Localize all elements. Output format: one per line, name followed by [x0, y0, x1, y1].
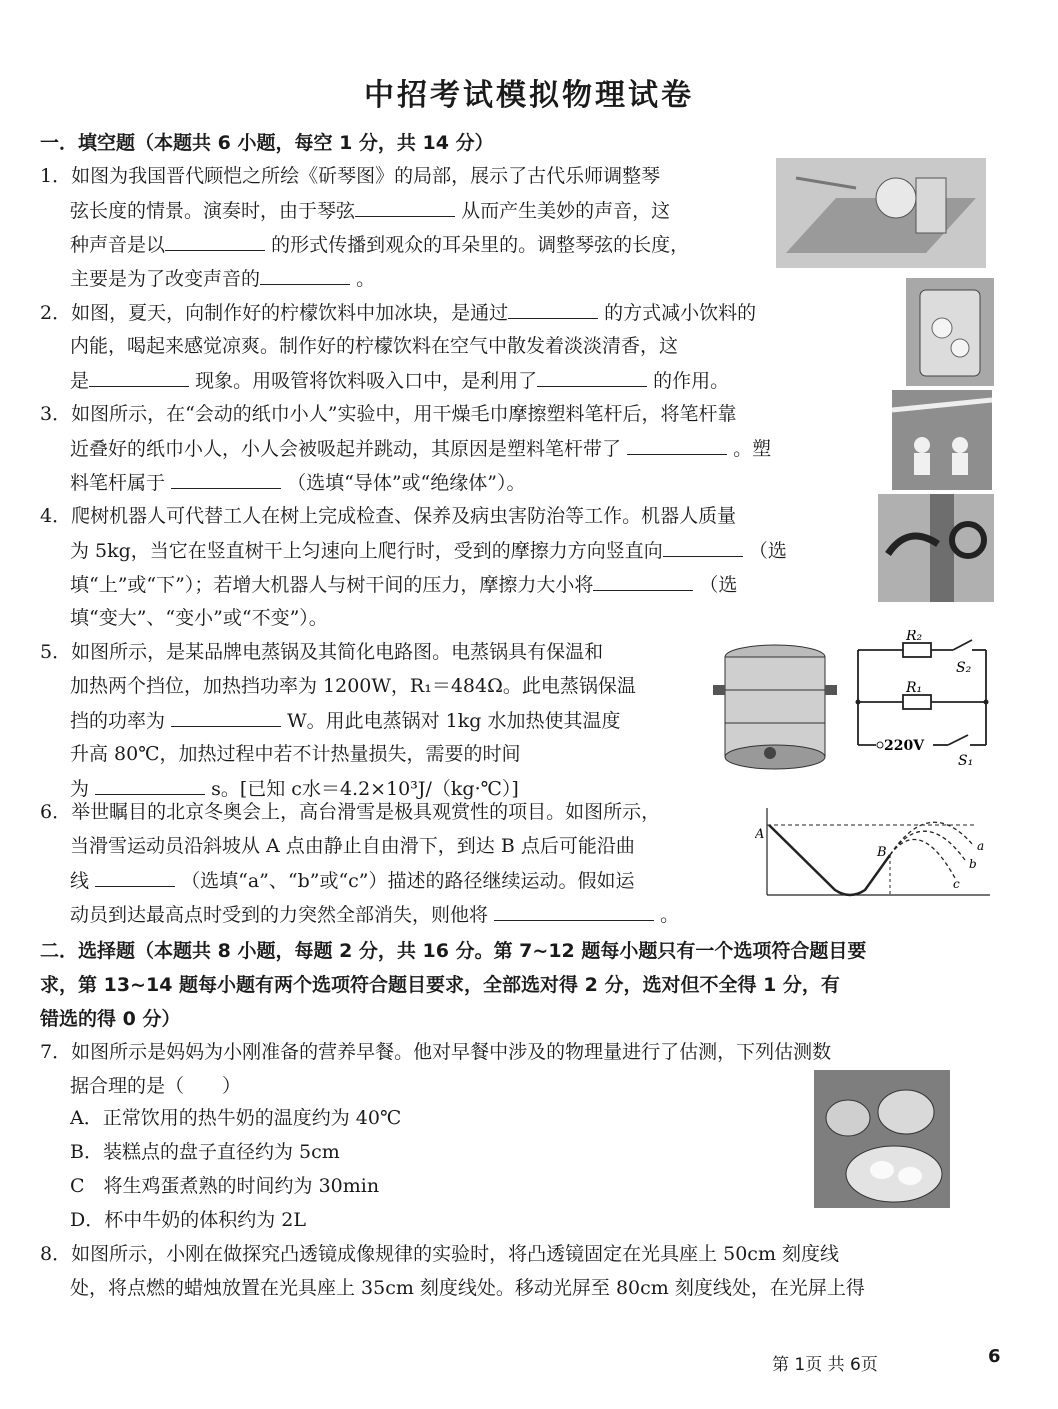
q3-line-3: 料笔杆属于 （选填“导体”或“绝缘体”）。 — [70, 472, 526, 494]
q5-line-3: 挡的功率为 W。用此电蒸锅对 1kg 水加热使其温度 — [70, 710, 621, 732]
q3-line-2: 近叠好的纸巾小人，小人会被吸起并跳动，其原因是塑料笔杆带了 。塑 — [70, 438, 772, 460]
q6-line-1: 6．举世瞩目的北京冬奥会上，高台滑雪是极具观赏性的项目。如图所示， — [40, 801, 661, 823]
answer-blank[interactable] — [593, 572, 693, 591]
corner-mark: 6 — [988, 1346, 1001, 1367]
q1-line-1: 1．如图为我国晋代顾恺之所绘《斫琴图》的局部，展示了古代乐师调整琴 — [40, 165, 661, 187]
q5-line-1: 5．如图所示，是某品牌电蒸锅及其简化电路图。电蒸锅具有保温和 — [40, 641, 604, 663]
q1-line-2: 弦长度的情景。演奏时，由于琴弦 从而产生美妙的声音，这 — [70, 200, 671, 222]
answer-blank[interactable] — [355, 198, 455, 217]
q7-line-1: 7．如图所示是妈妈为小刚准备的营养早餐。他对早餐中涉及的物理量进行了估测，下列估测数 — [40, 1041, 832, 1063]
q4-line-4: 填“变大”、“变小”或“不变”）。 — [70, 607, 328, 629]
q2-line-3: 是 现象。用吸管将饮料吸入口中，是利用了 的作用。 — [70, 370, 730, 392]
q7-option-c[interactable]: C 将生鸡蛋煮熟的时间约为 30min — [70, 1175, 380, 1197]
q4-line-2: 为 5kg，当它在竖直树干上匀速向上爬行时，受到的摩擦力方向竖直向 （选 — [70, 540, 787, 562]
curve-a-label: a — [977, 839, 985, 853]
answer-blank[interactable] — [260, 266, 350, 285]
answer-blank[interactable] — [171, 708, 281, 727]
answer-blank[interactable] — [494, 902, 654, 921]
answer-blank[interactable] — [171, 470, 281, 489]
s1-label: S₁ — [958, 753, 974, 769]
page-title: 中招考试模拟物理试卷 — [364, 78, 694, 113]
answer-blank[interactable] — [89, 368, 189, 387]
q6-line-4: 动员到达最高点时受到的力突然全部消失，则他将 。 — [70, 904, 680, 926]
zhuoqin-painting-image — [776, 158, 986, 268]
q8-line-2: 处，将点燃的蜡烛放置在光具座上 35cm 刻度线处。移动光屏至 80cm 刻度线处，在光屏上得 — [70, 1277, 865, 1299]
point-a-label: A — [755, 827, 765, 842]
q3-line-1: 3．如图所示，在“会动的纸巾小人”实验中，用干燥毛巾摩擦塑料笔杆后，将笔杆靠 — [40, 403, 737, 425]
curve-b-label: b — [969, 857, 977, 871]
point-b-label: B — [877, 845, 887, 860]
q6-line-2: 当滑雪运动员沿斜坡从 A 点由静止自由滑下，到达 B 点后可能沿曲 — [70, 835, 635, 857]
breakfast-image — [814, 1070, 950, 1208]
q4-line-1: 4．爬树机器人可代替工人在树上完成检查、保养及病虫害防治等工作。机器人质量 — [40, 505, 737, 527]
q5-line-5: 为 s。[已知 c水＝4.2×10³J/（kg·℃）] — [70, 778, 519, 800]
answer-blank[interactable] — [95, 868, 175, 887]
section-2-heading-line-1: 二．选择题（本题共 8 小题，每题 2 分，共 16 分。第 7~12 题每小题只有一个选项符合题目要 — [40, 940, 867, 962]
page-footer: 第 1页 共 6页 — [772, 1355, 878, 1375]
steamer-pot-image — [710, 635, 840, 775]
q1-line-4: 主要是为了改变声音的 。 — [70, 268, 376, 290]
paper-figures-image — [892, 390, 992, 490]
q5-line-4: 升高 80℃，加热过程中若不计热量损失，需要的时间 — [70, 743, 521, 765]
q7-option-d[interactable]: D．杯中牛奶的体积约为 2L — [70, 1209, 306, 1231]
q8-line-1: 8．如图所示，小刚在做探究凸透镜成像规律的实验时，将凸透镜固定在光具座上 50cm 刻度线 — [40, 1243, 840, 1265]
s2-label: S₂ — [956, 660, 972, 676]
q4-line-3: 填“上”或“下”）；若增大机器人与树干间的压力，摩擦力大小将 （选 — [70, 574, 738, 596]
voltage-label: 220V — [884, 738, 925, 754]
q7-option-b[interactable]: B．装糕点的盘子直径约为 5cm — [70, 1141, 340, 1163]
q1-line-3: 种声音是以 的形式传播到观众的耳朵里的。调整琴弦的长度， — [70, 234, 690, 256]
section-1-heading: 一．填空题（本题共 6 小题，每空 1 分，共 14 分） — [40, 132, 494, 154]
answer-blank[interactable] — [537, 368, 647, 387]
lemon-drink-image — [906, 278, 994, 386]
answer-blank[interactable] — [663, 538, 743, 557]
r2-label: R₂ — [906, 630, 923, 644]
tree-robot-image — [878, 494, 994, 602]
answer-blank[interactable] — [95, 776, 205, 795]
ski-jump-diagram — [755, 800, 995, 900]
q2-line-1: 2．如图，夏天，向制作好的柠檬饮料中加冰块，是通过 的方式减小饮料的 — [40, 302, 757, 324]
r1-label: R₁ — [906, 680, 923, 696]
answer-blank[interactable] — [627, 436, 727, 455]
q5-line-2: 加热两个挡位，加热挡功率为 1200W，R₁＝484Ω。此电蒸锅保温 — [70, 675, 636, 697]
answer-blank[interactable] — [508, 300, 598, 319]
steamer-circuit-diagram — [848, 630, 998, 790]
section-2-heading-line-3: 错选的得 0 分） — [40, 1008, 181, 1030]
q2-line-2: 内能，喝起来感觉凉爽。制作好的柠檬饮料在空气中散发着淡淡清香，这 — [70, 335, 679, 357]
section-2-heading-line-2: 求，第 13~14 题每小题有两个选项符合题目要求，全部选对得 2 分，选对但不全得 1 分，有 — [40, 974, 840, 996]
q7-line-2: 据合理的是（ ） — [70, 1075, 242, 1097]
curve-c-label: c — [953, 877, 960, 891]
q7-option-a[interactable]: A．正常饮用的热牛奶的温度约为 40℃ — [70, 1107, 402, 1129]
answer-blank[interactable] — [165, 232, 265, 251]
q6-line-3: 线 （选填“a”、“b”或“c”）描述的路径继续运动。假如运 — [70, 870, 635, 892]
